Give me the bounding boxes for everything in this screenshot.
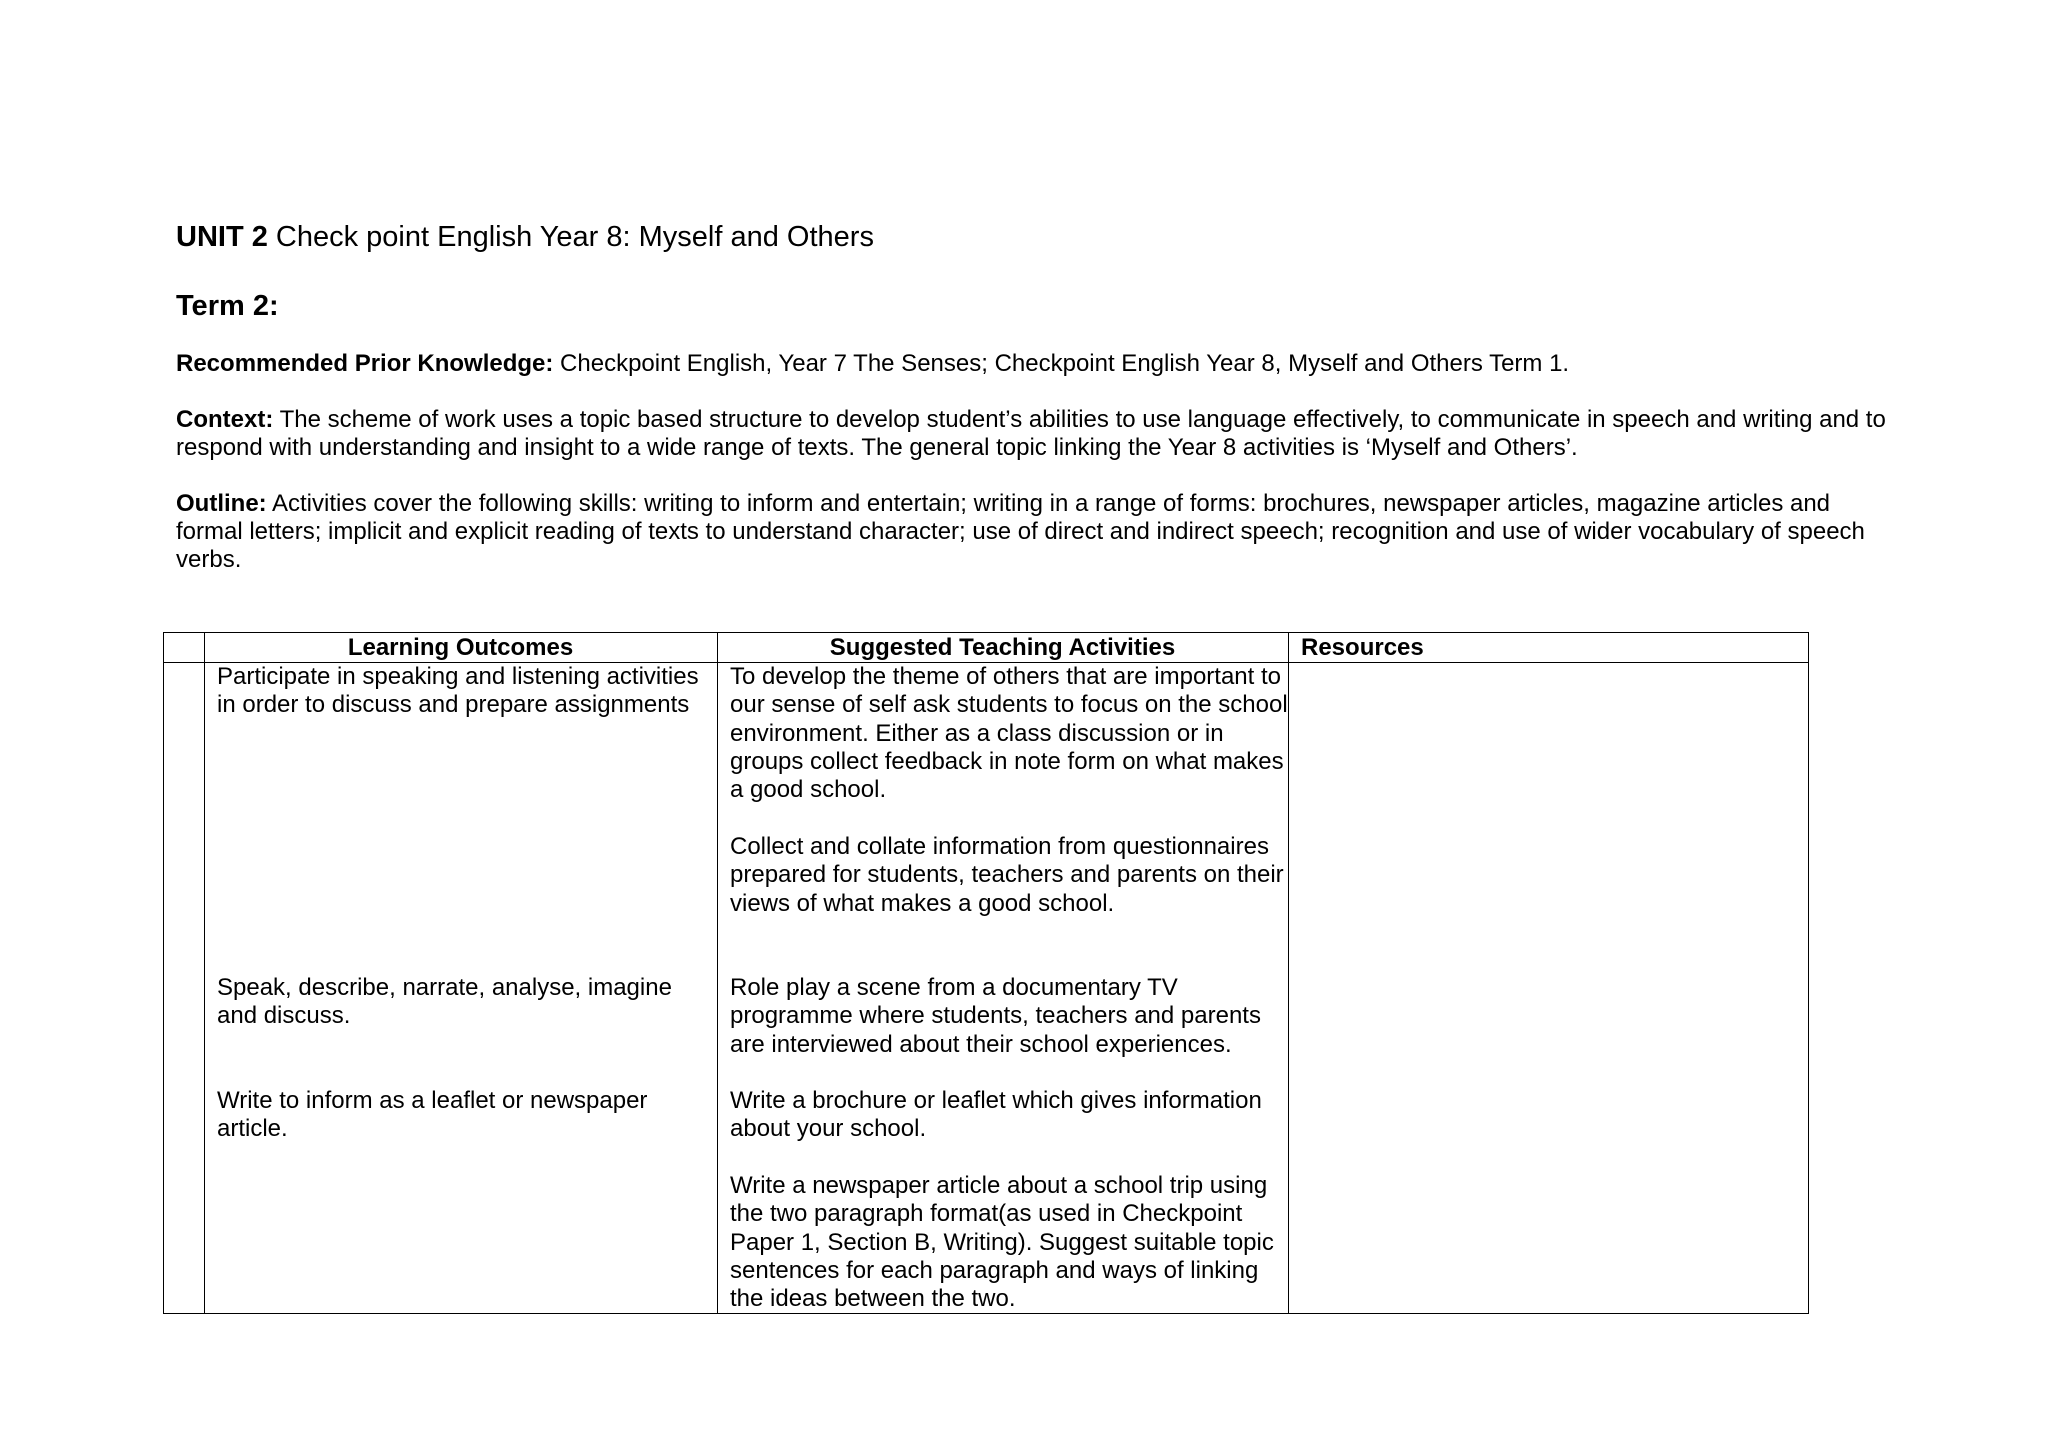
header-resources: Resources <box>1301 634 1424 661</box>
table-column-divider <box>204 633 205 1313</box>
context-text: The scheme of work uses a topic based structure to develop student’s abilities to use language effectively, to communicate in speech and writing and to respond with understanding and insight to a wide range of texts. The general topic linking the Year 8 activities is ‘Myself and Others’. <box>176 406 1886 461</box>
outline-paragraph <box>176 490 1896 574</box>
context-label: Context: <box>176 406 274 433</box>
table-column-divider <box>717 633 718 1313</box>
learning-outcomes-cell <box>217 663 707 1144</box>
activity-item: Role play a scene from a documentary TV programme where students, teachers and parents are interviewed about their school experiences. <box>730 974 1261 1058</box>
prior-knowledge-label: Recommended Prior Knowledge: <box>176 350 554 377</box>
teaching-activities-cell <box>730 663 1290 1313</box>
outcome-item: Write to inform as a leaflet or newspaper article. <box>217 1087 648 1143</box>
activity-item: Collect and collate information from questionnaires prepared for students, teachers and parents on their views of what makes a good school. <box>730 833 1284 917</box>
unit-title-text: Check point English Year 8: Myself and Others <box>267 221 874 253</box>
header-teaching-activities: Suggested Teaching Activities <box>829 634 1176 661</box>
activity-item: Write a newspaper article about a school trip using the two paragraph format(as used in Checkpoint Paper 1, Section B, Writing). Suggest suitable topic sentences for each paragraph and ways of linking the ideas between the two. <box>730 1172 1274 1313</box>
term-heading: Term 2: <box>176 290 279 322</box>
outcome-item: Speak, describe, narrate, analyse, imagine and discuss. <box>217 974 672 1030</box>
unit-label: UNIT 2 <box>176 221 268 253</box>
outline-text: Activities cover the following skills: writing to inform and entertain; writing in a range of forms: brochures, newspaper articles, magazine articles and formal letters; implicit and explicit reading of texts to understand character; use of direct and indirect speech; recognition and use of wider vocabulary of speech verbs. <box>176 490 1865 573</box>
scheme-of-work-table <box>163 632 1809 1314</box>
outline-label: Outline: <box>176 490 267 517</box>
prior-knowledge-paragraph <box>176 350 1896 378</box>
prior-knowledge-text: Checkpoint English, Year 7 The Senses; Checkpoint English Year 8, Myself and Others Term 1. <box>553 350 1570 377</box>
header-learning-outcomes: Learning Outcomes <box>347 634 574 661</box>
activity-item: Write a brochure or leaflet which gives information about your school. <box>730 1087 1262 1143</box>
unit-title <box>176 219 874 255</box>
context-paragraph <box>176 406 1896 462</box>
outcome-item: Participate in speaking and listening activities in order to discuss and prepare assignments <box>217 663 699 719</box>
activity-item: To develop the theme of others that are important to our sense of self ask students to focus on the school environment. Either as a class discussion or in groups collect feedback in note form on what makes a good school. <box>730 663 1288 804</box>
